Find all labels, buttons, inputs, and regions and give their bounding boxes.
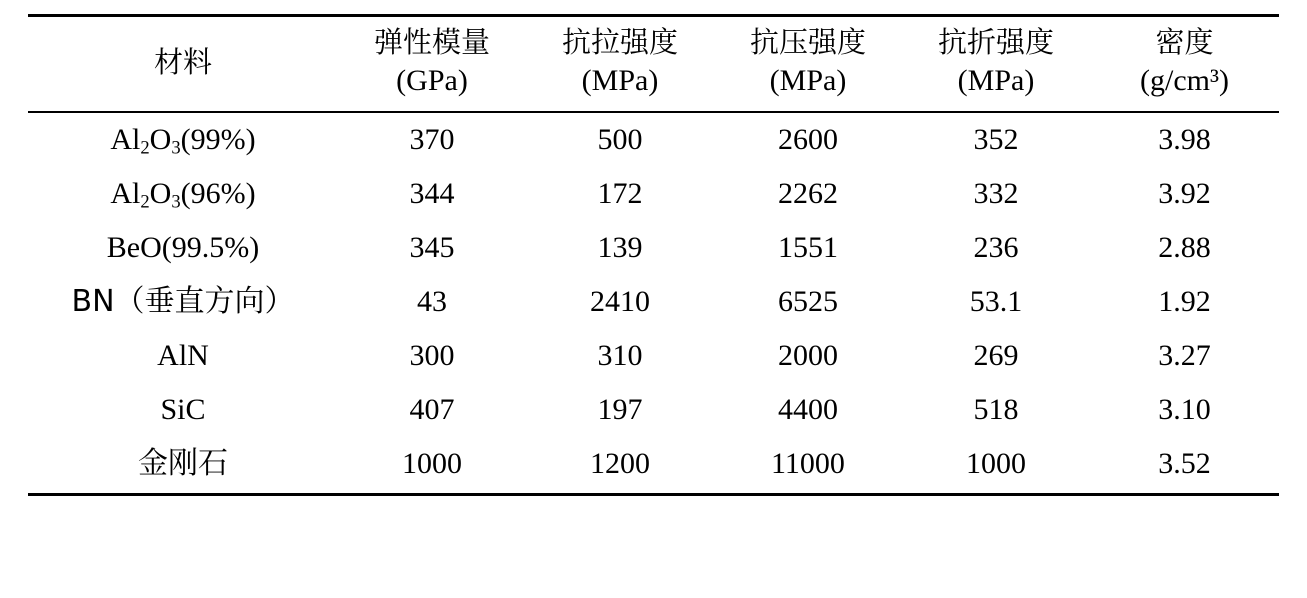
cell-compressive-strength: 1551 bbox=[778, 230, 838, 264]
table-row bbox=[28, 275, 1279, 329]
cell-elastic-modulus: 344 bbox=[409, 176, 455, 210]
cell-material: BeO(99.5%) bbox=[106, 230, 260, 264]
table-row bbox=[28, 383, 1279, 437]
cell-compressive-strength: 4400 bbox=[778, 392, 838, 426]
cell-tensile-strength: 310 bbox=[597, 338, 643, 372]
column-header-density bbox=[1090, 16, 1279, 112]
table-row bbox=[28, 167, 1279, 221]
cell-tensile-strength: 197 bbox=[597, 392, 643, 426]
cell-compressive-strength: 2600 bbox=[778, 122, 838, 156]
cell-elastic-modulus: 43 bbox=[417, 284, 447, 318]
cell-compressive-strength: 11000 bbox=[714, 437, 902, 495]
cell-flexural-strength: 53.1 bbox=[969, 284, 1023, 318]
column-header-flexural-strength-line1: 抗折强度 bbox=[937, 25, 1054, 59]
cell-density: 3.98 bbox=[1158, 122, 1211, 156]
table-row bbox=[28, 437, 1279, 495]
column-header-tensile-strength-line2: (MPa) bbox=[581, 64, 659, 98]
column-header-material-line1: 材料 bbox=[153, 44, 212, 79]
cell-flexural-strength: 352 bbox=[973, 122, 1019, 156]
cell-material: $Al_2O_3(96\%)$ bbox=[110, 176, 256, 213]
cell-density: 3.92 bbox=[1158, 176, 1211, 210]
cell-compressive-strength: 2000 bbox=[778, 338, 838, 372]
table-row bbox=[28, 112, 1279, 167]
cell-material: $Al_2O_3(99\%)$ bbox=[110, 122, 256, 159]
cell-density: 3.27 bbox=[1158, 338, 1211, 372]
table-body bbox=[28, 112, 1279, 495]
cell-tensile-strength: 172 bbox=[597, 176, 643, 210]
table-header bbox=[28, 16, 1279, 112]
cell-tensile-strength: 1200 bbox=[526, 437, 714, 495]
cell-elastic-modulus: 370 bbox=[409, 122, 455, 156]
header-row bbox=[28, 16, 1279, 112]
cell-compressive-strength: 2262 bbox=[778, 176, 838, 210]
column-header-tensile-strength-line1: 抗拉强度 bbox=[561, 25, 678, 59]
table-row bbox=[28, 221, 1279, 275]
cell-elastic-modulus: 345 bbox=[409, 230, 455, 264]
cell-density: 2.88 bbox=[1158, 230, 1211, 264]
column-header-density-line2: (g/cm³) bbox=[1140, 64, 1229, 98]
column-header-compressive-strength bbox=[714, 16, 902, 112]
column-header-compressive-strength-line1: 抗压强度 bbox=[749, 25, 866, 59]
cell-flexural-strength: 518 bbox=[973, 392, 1019, 426]
document-page bbox=[0, 14, 1307, 598]
cell-tensile-strength: 139 bbox=[597, 230, 643, 264]
cell-flexural-strength: 332 bbox=[973, 176, 1019, 210]
column-header-elastic-modulus-line2: (GPa) bbox=[396, 64, 468, 98]
column-header-tensile-strength bbox=[526, 16, 714, 112]
cell-density: 3.52 bbox=[1090, 437, 1279, 495]
column-header-elastic-modulus bbox=[338, 16, 526, 112]
cell-material: SiC bbox=[160, 392, 206, 426]
cell-elastic-modulus: 1000 bbox=[338, 437, 526, 495]
cell-elastic-modulus: 300 bbox=[409, 338, 455, 372]
cell-density: 1.92 bbox=[1158, 284, 1211, 318]
cell-elastic-modulus: 407 bbox=[409, 392, 455, 426]
cell-material: BN（垂直方向） bbox=[71, 283, 295, 319]
material-properties-table bbox=[28, 14, 1279, 496]
cell-flexural-strength: 1000 bbox=[902, 437, 1090, 495]
cell-material: AlN bbox=[157, 338, 209, 372]
cell-material: 金刚石 bbox=[28, 437, 338, 495]
column-header-elastic-modulus-line1: 弹性模量 bbox=[373, 25, 490, 59]
column-header-material bbox=[28, 16, 338, 112]
cell-tensile-strength: 2410 bbox=[590, 284, 650, 318]
column-header-density-line1: 密度 bbox=[1155, 25, 1214, 59]
column-header-flexural-strength-line2: (MPa) bbox=[957, 64, 1035, 98]
cell-flexural-strength: 236 bbox=[973, 230, 1019, 264]
cell-flexural-strength: 269 bbox=[973, 338, 1019, 372]
cell-density: 3.10 bbox=[1158, 392, 1211, 426]
column-header-compressive-strength-line2: (MPa) bbox=[769, 64, 847, 98]
cell-tensile-strength: 500 bbox=[597, 122, 643, 156]
column-header-flexural-strength bbox=[902, 16, 1090, 112]
table-row bbox=[28, 329, 1279, 383]
cell-compressive-strength: 6525 bbox=[778, 284, 838, 318]
